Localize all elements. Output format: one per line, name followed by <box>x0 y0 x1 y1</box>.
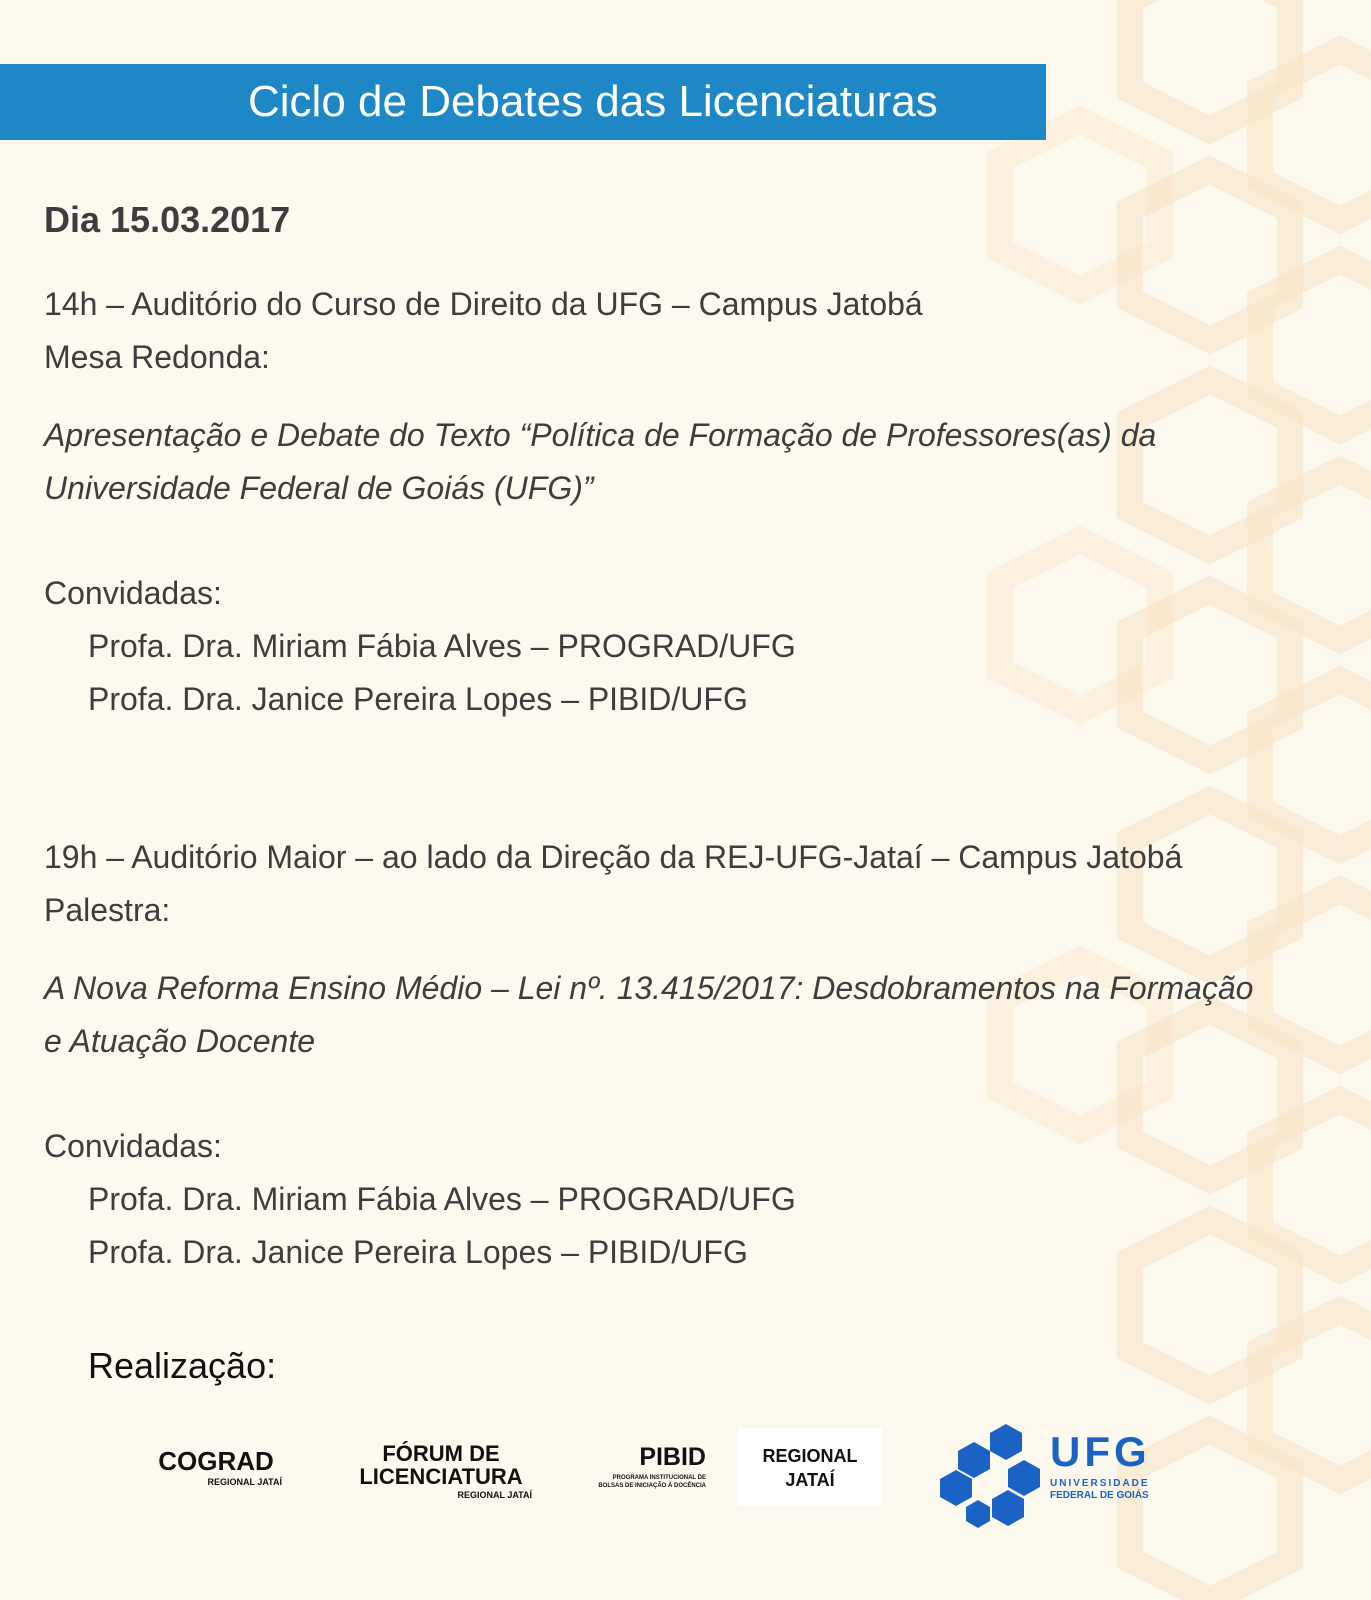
session1-guest-1: Profa. Dra. Miriam Fábia Alves – PROGRAD/UFG <box>88 628 796 664</box>
session1-time-place: 14h – Auditório do Curso de Direito da UFG – Campus Jatobá <box>44 286 923 322</box>
session2-time-place: 19h – Auditório Maior – ao lado da Direção da REJ-UFG-Jataí – Campus Jatobá <box>44 839 1183 875</box>
pibid-logo-name: PIBID <box>639 1443 706 1471</box>
pibid-logo-sub2: BOLSAS DE INICIAÇÃO À DOCÊNCIA <box>598 1483 706 1489</box>
session2-title-line2: e Atuação Docente <box>44 1023 315 1059</box>
session1-type: Mesa Redonda: <box>44 339 270 375</box>
forum-logo-line2: LICENCIATURA <box>359 1464 523 1489</box>
regional-logo-line2: JATAÍ <box>785 1470 835 1490</box>
regional-logo-line1: REGIONAL <box>762 1446 858 1466</box>
cograd-logo-sub: REGIONAL JATAÍ <box>207 1477 282 1487</box>
ufg-logo <box>938 1420 1160 1530</box>
session1-guests-label: Convidadas: <box>44 575 222 611</box>
session1-guest-2: Profa. Dra. Janice Pereira Lopes – PIBID/UFG <box>88 681 748 717</box>
session2-guests-label: Convidadas: <box>44 1128 222 1164</box>
forum-logo-sub: REGIONAL JATAÍ <box>457 1490 532 1500</box>
session1-title-line2: Universidade Federal de Goiás (UFG)” <box>44 470 594 506</box>
cograd-logo <box>150 1448 282 1488</box>
session2-type: Palestra: <box>44 892 171 928</box>
ufg-logo-name: UFG <box>1050 1428 1151 1475</box>
ufg-hexagon-mark-icon <box>938 1420 1048 1530</box>
pibid-logo-sub1: PROGRAMA INSTITUCIONAL DE <box>612 1475 706 1481</box>
session2-guest-1: Profa. Dra. Miriam Fábia Alves – PROGRAD/UFG <box>88 1181 796 1217</box>
event-date: Dia 15.03.2017 <box>44 199 291 240</box>
ufg-logo-sub1: UNIVERSIDADE <box>1050 1478 1150 1489</box>
forum-logo-line1: FÓRUM DE <box>382 1441 500 1466</box>
realizacao-label: Realização: <box>88 1345 277 1386</box>
regional-jatai-logo <box>738 1428 882 1506</box>
session1-title-line1: Apresentação e Debate do Texto “Política de Formação de Professores(as) da <box>44 417 1157 453</box>
ufg-logo-sub2: FEDERAL DE GOIÁS <box>1050 1490 1149 1501</box>
session2-guest-2: Profa. Dra. Janice Pereira Lopes – PIBID/UFG <box>88 1234 748 1270</box>
cograd-logo-name: COGRAD <box>158 1446 274 1476</box>
forum-licenciatura-logo <box>350 1442 532 1501</box>
session2-title-line1: A Nova Reforma Ensino Médio – Lei nº. 13.415/2017: Desdobramentos na Formação <box>44 970 1254 1006</box>
pibid-logo <box>584 1444 706 1490</box>
page-title: Ciclo de Debates das Licenciaturas <box>248 77 938 126</box>
